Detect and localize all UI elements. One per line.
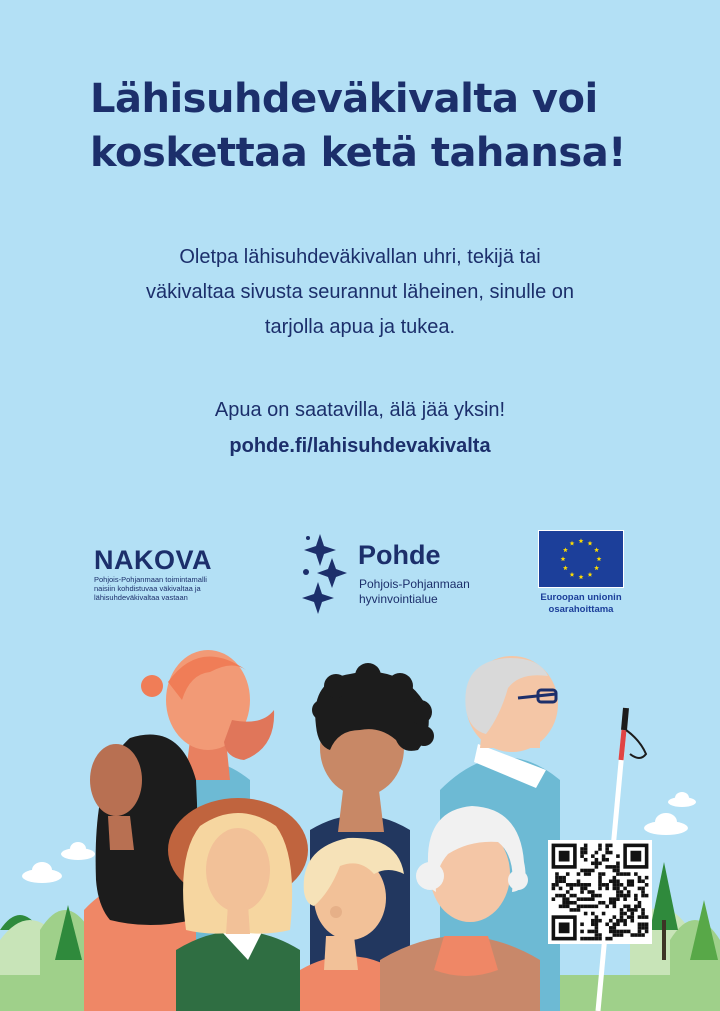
pohde-subtitle [359, 577, 470, 607]
tagline: Apua on saatavilla, älä jää yksin! [214, 399, 506, 421]
people-illustration [0, 630, 720, 1011]
cloud-icon [668, 792, 696, 807]
intro-line: Oletpa lähisuhdeväkivallan uhri, tekijä tai [179, 246, 541, 268]
call-to-action [60, 392, 660, 464]
eu-funding-text [536, 592, 626, 616]
eu-text-line: osarahoittama [548, 604, 614, 615]
intro-line: väkivaltaa sivusta seurannut läheinen, sinulle on [145, 281, 575, 303]
intro-line: tarjolla apua ja tukea. [264, 316, 456, 338]
intro-text [60, 240, 660, 345]
qr-code[interactable] [548, 840, 652, 944]
headline [90, 72, 690, 180]
pohde-subtitle-line: Pohjois-Pohjanmaan [359, 577, 470, 591]
nakova-subtitle-line: lähisuhdeväkivaltaa vastaan [94, 593, 188, 602]
pohde-wordmark: Pohde [358, 540, 441, 570]
website-link[interactable]: pohde.fi/lahisuhdevakivalta [229, 435, 491, 457]
eu-logo [536, 530, 626, 616]
nakova-logo [94, 545, 254, 602]
eu-flag-icon [538, 530, 624, 588]
nakova-subtitle [94, 575, 244, 602]
pohde-logo [300, 532, 500, 617]
nakova-subtitle-line: Pohjois-Pohjanmaan toimintamalli [94, 575, 207, 584]
cloud-icon [61, 842, 95, 860]
eu-text-line: Euroopan unionin [540, 592, 622, 603]
pohde-logo-icon [300, 532, 350, 617]
headline-line: koskettaa ketä tahansa! [90, 130, 626, 176]
nakova-wordmark: NAKOVA [94, 545, 213, 575]
person-blonde-woman [168, 798, 308, 1011]
nakova-subtitle-line: naisiin kohdistuvaa väkivaltaa ja [94, 584, 201, 593]
headline-line: Lähisuhdeväkivalta voi [90, 76, 598, 122]
cloud-icon [644, 813, 688, 835]
pohde-subtitle-line: hyvinvointialue [359, 592, 438, 606]
qr-code-pattern [548, 840, 652, 944]
cloud-icon [22, 862, 62, 883]
